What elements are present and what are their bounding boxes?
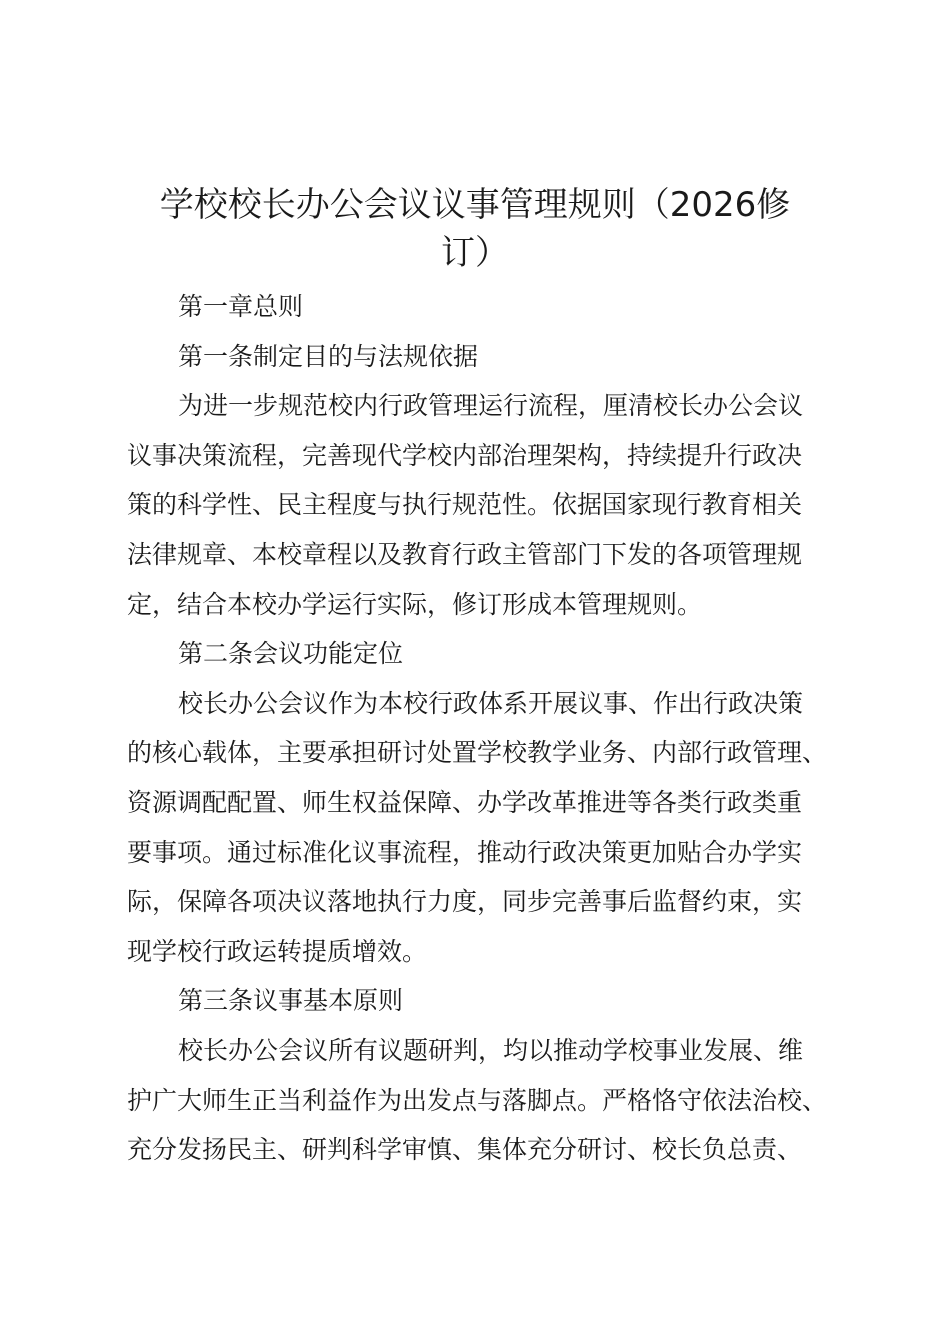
paragraph-line: 校长办公会议所有议题研判，均以推动学校事业发展、维 [178, 1035, 804, 1065]
title-line-2: 订） [441, 233, 509, 273]
paragraph-line: 现学校行政运转提质增效。 [127, 936, 428, 966]
paragraph-line: 要事项。通过标准化议事流程，推动行政决策更加贴合办学实 [127, 837, 803, 867]
title-line-1: 学校校长办公会议议事管理规则（2026修 [159, 185, 791, 225]
chapter-heading: 第一章总则 [178, 292, 304, 321]
article-heading: 第一条制定目的与法规依据 [178, 341, 479, 371]
document-title [127, 181, 823, 277]
paragraph-line: 护广大师生正当利益作为出发点与落脚点。严格恪守依法治校、 [127, 1085, 828, 1115]
paragraph-line: 际，保障各项决议落地执行力度，同步完善事后监督约束，实 [127, 887, 803, 917]
paragraph-line: 策的科学性、民主程度与执行规范性。依据国家现行教育相关 [127, 490, 803, 520]
article-heading: 第二条会议功能定位 [178, 639, 404, 669]
paragraph-line: 议事决策流程，完善现代学校内部治理架构，持续提升行政决 [127, 440, 803, 470]
paragraph-line: 资源调配配置、师生权益保障、办学改革推进等各类行政类重 [127, 787, 803, 817]
article-heading: 第三条议事基本原则 [178, 986, 404, 1016]
paragraph-line: 定，结合本校办学运行实际，修订形成本管理规则。 [127, 589, 703, 619]
document-body [127, 282, 839, 1175]
paragraph-line: 法律规章、本校章程以及教育行政主管部门下发的各项管理规 [127, 539, 803, 569]
paragraph-line: 的核心载体，主要承担研讨处置学校教学业务、内部行政管理、 [127, 738, 828, 768]
paragraph-line: 充分发扬民主、研判科学审慎、集体充分研讨、校长负总责、 [127, 1135, 803, 1165]
paragraph-line: 校长办公会议作为本校行政体系开展议事、作出行政决策 [178, 688, 804, 718]
paragraph-line: 为进一步规范校内行政管理运行流程，厘清校长办公会议 [178, 391, 804, 421]
